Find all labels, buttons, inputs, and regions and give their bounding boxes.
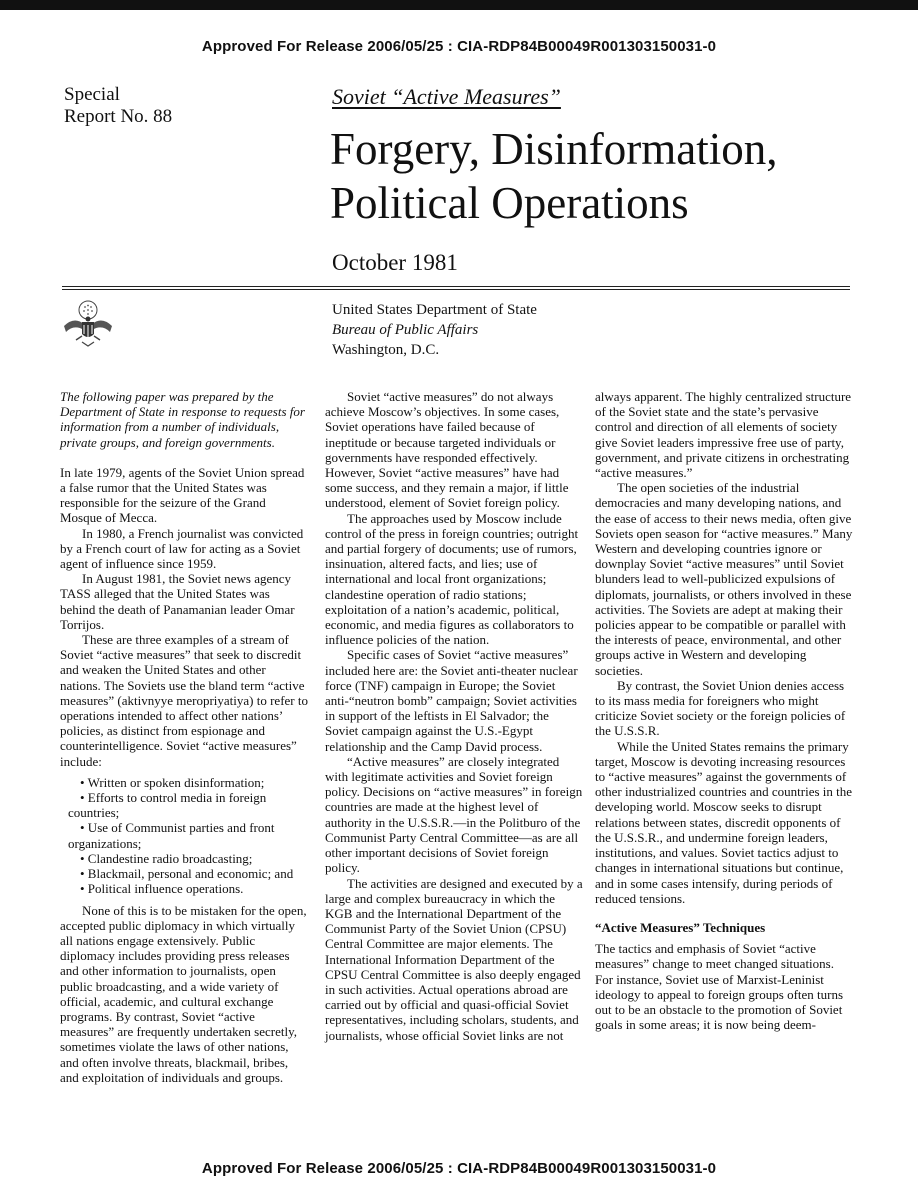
paragraph: The tactics and emphasis of Soviet “active measures” change to meet changed situations. For instance, Soviet use of Marxist-Leninist ideology to appeal to foreign groups often turns out to be an obstacle to the promotion of Soviet goals in some areas; it is now being deem- bbox=[595, 941, 844, 1033]
paragraph: Specific cases of Soviet “active measures” included here are: the Soviet anti-theater nuclear force (TNF) campaign in Europe; the Soviet anti-“neutron bomb” campaign; Soviet activities in support of the leftists in El Salvador; the Soviet campaign against the U.S.-Egypt relationship and the Camp David process. bbox=[325, 647, 578, 754]
paragraph: By contrast, the Soviet Union denies access to its mass media for foreigners who might criticize Soviet society or the foreign policies of the U.S.S.R. bbox=[595, 677, 846, 739]
department-name: United States Department of State bbox=[332, 302, 537, 318]
paragraph: always apparent. The highly centralized structure of the Soviet state and the state’s pervasive control and direction of all elements of society give Soviet leaders impressive free use of party, government, and private citizens in orchestrating “active measures.” bbox=[595, 389, 852, 481]
list-item: • Written or spoken disinformation; bbox=[80, 774, 265, 790]
title-line-2: Political Operations bbox=[330, 178, 689, 228]
state-department-seal-icon bbox=[60, 296, 116, 352]
report-number: Report No. 88 bbox=[64, 106, 173, 127]
paragraph: These are three examples of a stream of Soviet “active measures” that seek to discredit and weaken the United States and other nations. The Soviets use the bland term “active measures” (aktivnyye meropriyatiya) to refer to operations intended to affect other nations’ policies, as distinct from espionage and counterintelligence. Soviet “active measures” include: bbox=[60, 632, 308, 769]
list-item: • Blackmail, personal and economic; and bbox=[80, 866, 294, 882]
paragraph: While the United States remains the primary target, Moscow is devoting increasing resources to “active measures” against the governments of other industrialized countries and countries in the developing world. Moscow seeks to disrupt relations between states, discredit opponents of the U.S.S.R., and undermine foreign leaders, institutions, and values. Soviet tactics adjust to changes in international situations but continue, and in some cases intensify, during periods of reduced tensions. bbox=[595, 738, 853, 906]
top-scan-border bbox=[0, 0, 918, 10]
paragraph: Soviet “active measures” do not always achieve Moscow’s objectives. In some cases, Soviet operations have failed because of ineptitude or because targeted individuals or governments have responded effectively. However, Soviet “active measures” have had some success, and they remain a major, if little understood, element of Soviet foreign policy. bbox=[325, 389, 569, 511]
paragraph: In 1980, a French journalist was convicted by a French court of law for acting as a Soviet agent of influence since 1959. bbox=[60, 525, 304, 572]
header-rule bbox=[62, 286, 850, 287]
paragraph: In late 1979, agents of the Soviet Union spread a false rumor that the United States was responsible for the seizure of the Grand Mosque of Mecca. bbox=[60, 464, 305, 526]
paragraph: The open societies of the industrial democracies and many developing nations, and the ease of access to their news media, often give Soviets open season for “active measures.” Many Western and developing countries ignore or downplay Soviet “active measures” until Soviet blunders lead to well-publicized expulsions of diplomats, journalists, or others involved in these activities. The Soviets are adept at making their policies appear to be compatible or parallel with the interests of peace, environmental, and other groups active in Western and developing societies. bbox=[595, 480, 853, 678]
column-2 bbox=[325, 389, 585, 1043]
page-title bbox=[330, 122, 777, 230]
department-city: Washington, D.C. bbox=[332, 342, 440, 358]
publication-date: October 1981 bbox=[332, 250, 458, 275]
paragraph: “Active measures” are closely integrated with legitimate activities and Soviet foreign policy. Decisions on “active measures” in foreign countries are made at the highest level of authority in the U.S.S.R.—in the Politburo of the Communist Party Central Committee—as are all other important decisions of Soviet foreign policy. bbox=[325, 753, 583, 876]
department-block bbox=[332, 300, 537, 360]
list-item: • Use of Communist parties and front organizations; bbox=[68, 820, 275, 851]
header-rule-secondary bbox=[62, 289, 850, 290]
list-item: • Efforts to control media in foreign countries; bbox=[68, 790, 267, 821]
paragraph: The activities are designed and executed by a large and complex bureaucracy in which the KGB and the International Department of the Communist Party of the Soviet Union (CPSU) Central Committee are major elements. The International Information Department of the CPSU Central Committee is also deeply engaged in such activities. Actual operations abroad are carried out by official and quasi-official Soviet representatives, including scholars, students, and journalists, whose official Soviet links are not bbox=[325, 875, 583, 1043]
bureau-name: Bureau of Public Affairs bbox=[332, 322, 479, 338]
release-stamp-bottom: Approved For Release 2006/05/25 : CIA-RDP84B00049R001303150031-0 bbox=[201, 1160, 717, 1177]
list-item: • Clandestine radio broadcasting; bbox=[80, 850, 253, 866]
list-item: • Political influence operations. bbox=[80, 881, 244, 897]
intro-note: The following paper was prepared by the Department of State in response to requests for information from a number of individuals, private groups, and foreign governments. bbox=[60, 389, 305, 450]
release-stamp-top: Approved For Release 2006/05/25 : CIA-RDP84B00049R001303150031-0 bbox=[201, 38, 717, 55]
paragraph: The approaches used by Moscow include control of the press in foreign countries; outright and partial forgery of documents; use of rumors, insinuation, altered facts, and lies; use of international and local front organizations; clandestine operation of radio stations; exploitation of a nation’s academic, political, economic, and media figures as collaborators to influence policies of the nation. bbox=[325, 510, 579, 648]
title-line-1: Forgery, Disinformation, bbox=[330, 124, 778, 174]
paragraph: In August 1981, the Soviet news agency TASS alleged that the United States was behind the death of Panamanian leader Omar Torrijos. bbox=[60, 571, 295, 632]
report-label bbox=[64, 84, 172, 128]
section-heading: “Active Measures” Techniques bbox=[595, 919, 766, 935]
column-1 bbox=[60, 389, 308, 1085]
series-title: Soviet “Active Measures” bbox=[332, 84, 561, 109]
column-3 bbox=[595, 389, 855, 1032]
paragraph: None of this is to be mistaken for the open, accepted public diplomacy in which virtually all nations engage extensively. Public diplomacy includes providing press releases and other information to journalists, open public broadcasting, and a wide variety of official, academic, and cultural exchange programs. By contrast, Soviet “active measures” are frequently undertaken secretly, sometimes violate the laws of other nations, and often involve threats, blackmail, bribes, and exploitation of individuals and groups. bbox=[60, 902, 307, 1085]
special-label: Special bbox=[64, 84, 120, 105]
